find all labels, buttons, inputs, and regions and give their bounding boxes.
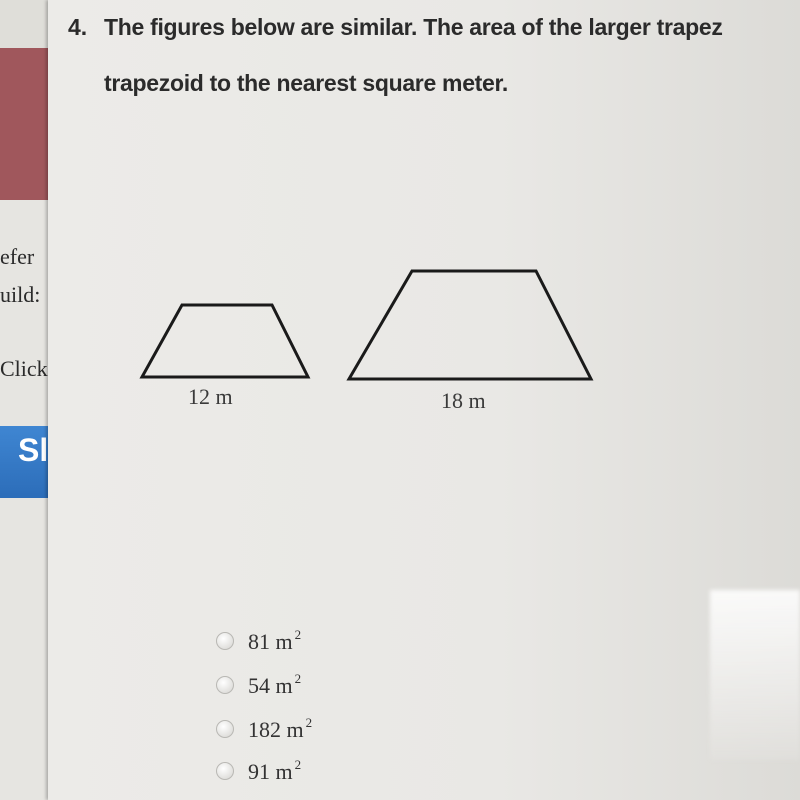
background-text-fragment: efer <box>0 244 35 269</box>
answer-choice[interactable] <box>216 624 301 658</box>
answer-text: 81 m $^2$ <box>248 627 302 654</box>
radio-button[interactable] <box>216 720 234 738</box>
screen-glare <box>710 590 800 760</box>
answer-choice[interactable] <box>216 668 301 702</box>
large-trapezoid <box>349 271 591 379</box>
background-button[interactable]: Sl <box>0 426 58 498</box>
large-base-label: 18 m <box>441 388 486 413</box>
question-text-line2: trapezoid to the nearest square meter. <box>104 70 509 96</box>
question-number: 4. <box>68 14 88 40</box>
answer-text: 91 m $^2$ <box>248 757 302 784</box>
background-text-fragment: uild: <box>0 282 41 307</box>
question-panel <box>48 0 800 800</box>
radio-button[interactable] <box>216 762 234 780</box>
background-banner <box>0 48 52 200</box>
answer-choice[interactable] <box>216 712 312 746</box>
small-trapezoid <box>142 305 308 377</box>
figures-area <box>128 250 648 430</box>
radio-button[interactable] <box>216 676 234 694</box>
answer-text: 54 m $^2$ <box>248 671 302 698</box>
radio-button[interactable] <box>216 632 234 650</box>
question-text-line1: The figures below are similar. The area of the larger trapez <box>104 14 723 40</box>
small-base-label: 12 m <box>188 384 233 409</box>
background-text-fragment[interactable]: Click <box>0 356 48 381</box>
answer-text: 182 m $^2$ <box>248 715 313 742</box>
answer-choice[interactable] <box>216 754 301 788</box>
